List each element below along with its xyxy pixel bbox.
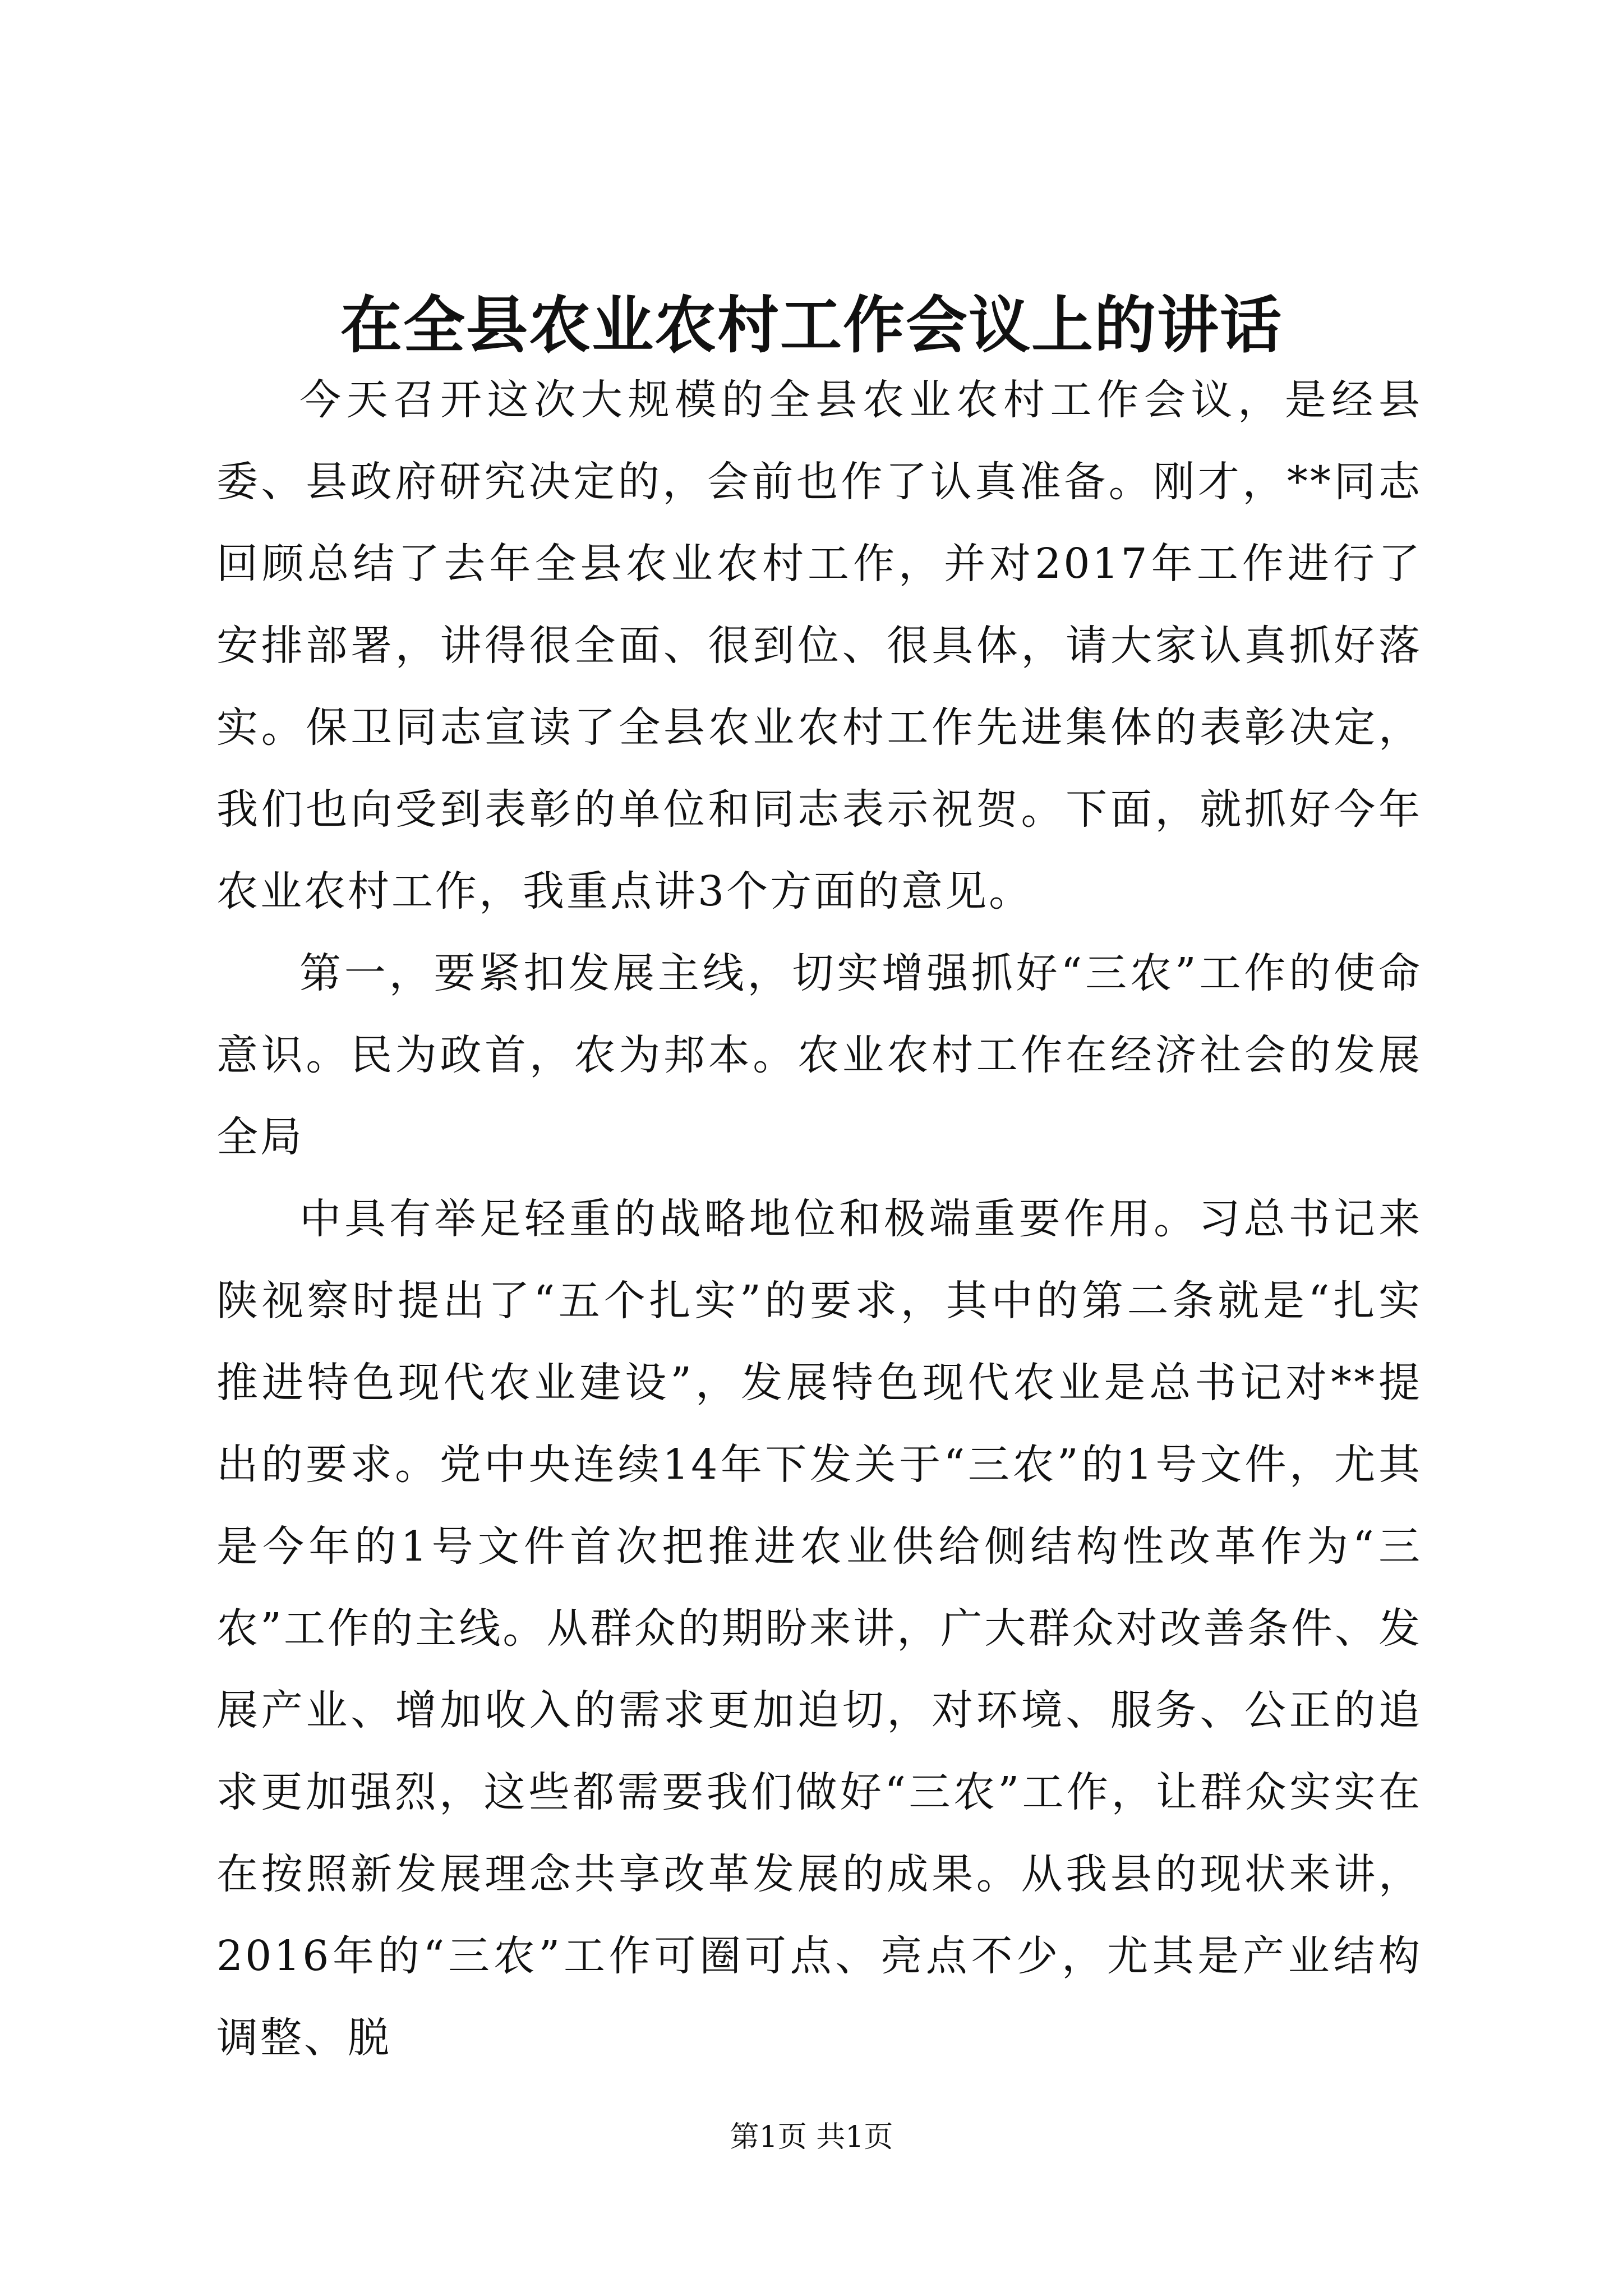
paragraph-1: 今天召开这次大规模的全县农业农村工作会议，是经县委、县政府研究决定的，会前也作了认真准备。刚才，**同志回顾总结了去年全县农业农村工作，并对2017年工作进行了安排部署，讲得很全面、很到位、很具体，请大家认真抓好落实。保卫同志宣读了全县农业农村工作先进集体的表彰决定，我们也向受到表彰的单位和同志表示祝贺。下面，就抓好今年农业农村工作，我重点讲3个方面的意见。 xyxy=(216,376,1422,915)
paragraph-3: 中具有举足轻重的战略地位和极端重要作用。习总书记来陕视察时提出了“五个扎实”的要求，其中的第二条就是“扎实推进特色现代农业建设”，发展特色现代农业是总书记对**提出的要求。党中央连续14年下发关于“三农”的1号文件，尤其是今年的1号文件首次把推进农业供给侧结构性改革作为“三农”工作的主线。从群众的期盼来讲，广大群众对改善条件、发展产业、增加收入的需求更加迫切，对环境、服务、公正的追求更加强烈，这些都需要我们做好“三农”工作，让群众实实在在按照新发展理念共享改革发展的成果。从我县的现状来讲，2016年的“三农”工作可圈可点、亮点不少，尤其是产业结构调整、脱 xyxy=(216,1195,1422,2062)
document-title: 在全县农业农村工作会议上的讲话 xyxy=(340,289,1283,361)
page-footer: 第1页 共1页 xyxy=(730,2120,893,2154)
document-body xyxy=(216,359,1422,2079)
paragraph-2: 第一，要紧扣发展主线，切实增强抓好“三农”工作的使命意识。民为政首，农为邦本。农业农村工作在经济社会的发展全局 xyxy=(216,949,1422,1161)
